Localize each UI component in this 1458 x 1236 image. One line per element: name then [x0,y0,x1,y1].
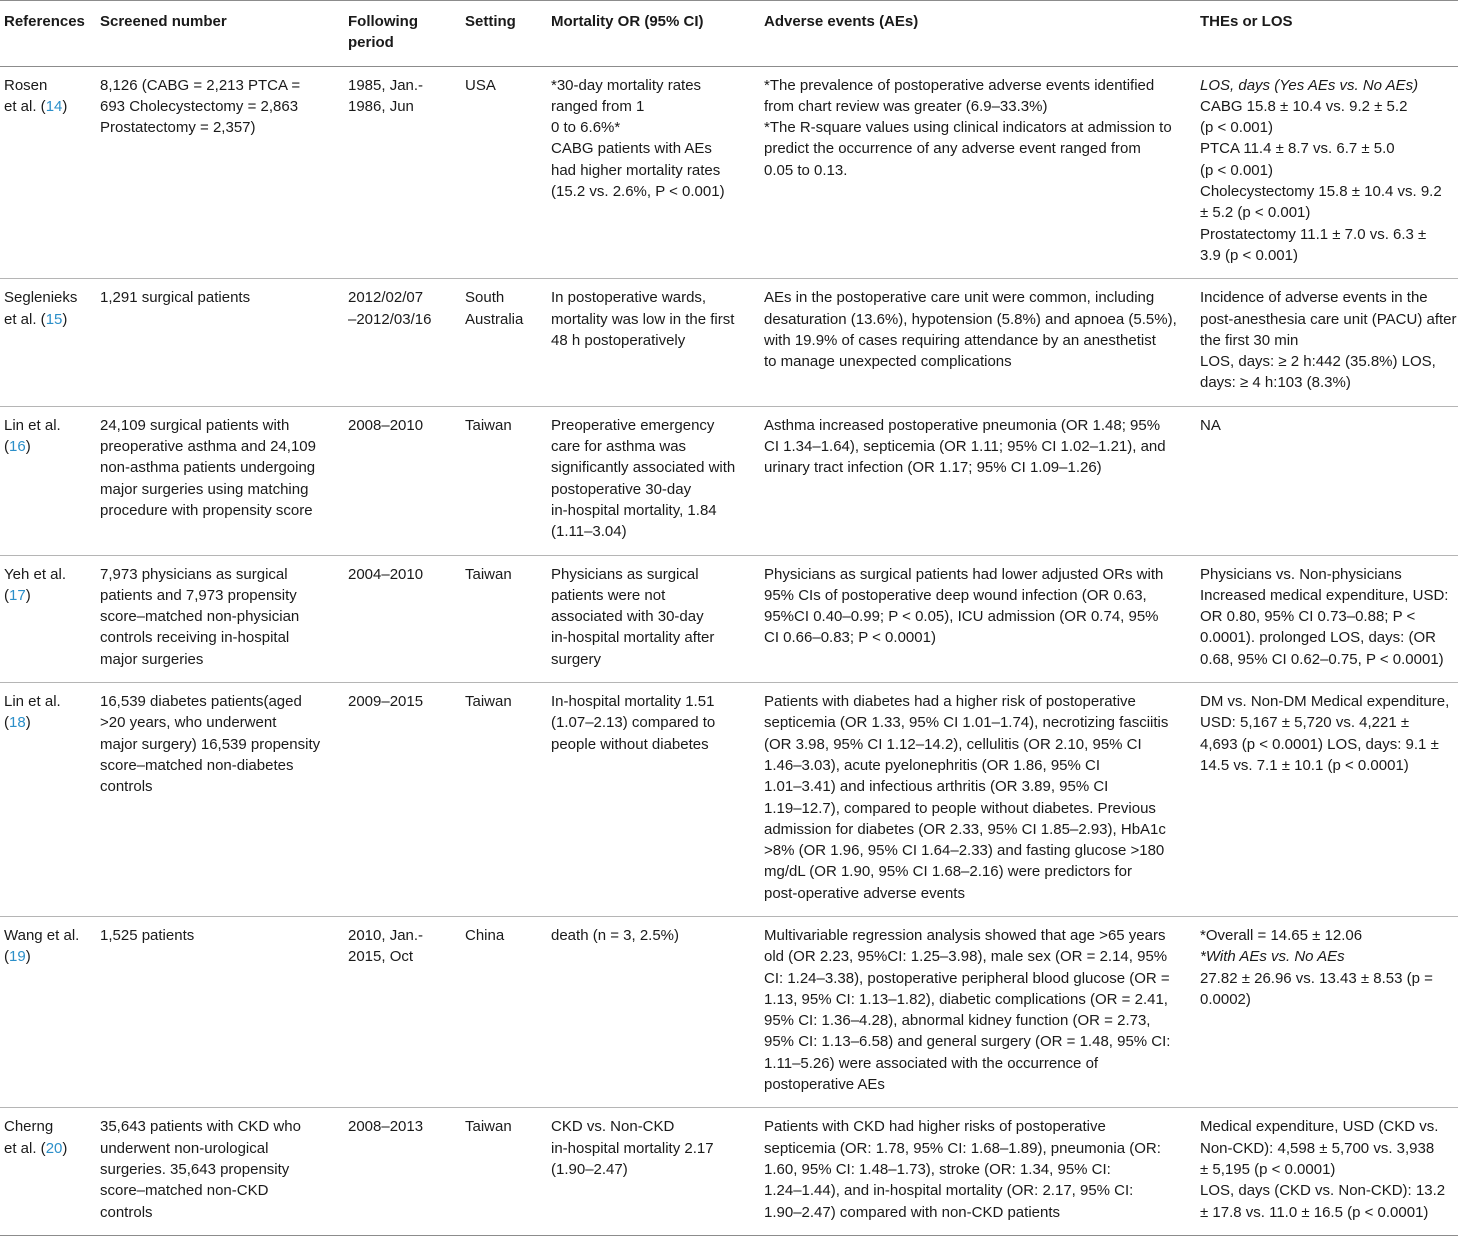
cell-line: 1.11–5.26) were associated with the occurrence of [764,1054,1099,1072]
cell-mortality [547,555,760,682]
cell-line: 95% CI: 1.13–6.58) and general surgery (OR = 1.48, 95% CI: [764,1033,1171,1051]
reference-line [4,1116,92,1137]
cell-line: 1986, Jun [348,97,414,115]
cell-line: NA [1200,416,1221,434]
cell-line: 1.19–12.7), compared to people without diabetes. Previous [764,799,1156,817]
cell-mortality [547,916,760,1107]
cell-line: OR 0.80, 95% CI 0.73–0.88; P < [1200,608,1416,626]
cell-line: 0 to 6.6%* [551,119,621,137]
reference-line [4,415,92,436]
cell-line: 2008–2013 [348,1118,424,1136]
cell-line: 2008–2010 [348,416,424,434]
cell-adverse-events [760,916,1196,1107]
reference-text: et al. ( [4,97,46,115]
cell-line: (p < 0.001) [1200,119,1273,137]
cell-reference [0,555,96,682]
cell-line: controls [100,778,153,796]
cell-line: 24,109 surgical patients with [100,416,290,434]
cell-screened-number [96,916,344,1107]
header-screened-number: Screened number [96,1,344,67]
reference-line [4,309,92,330]
cell-line: old (OR 2.23, 95%CI: 1.25–3.98), male sex (OR = 2.14, 95% [764,948,1168,966]
cell-line: 7,973 physicians as surgical [100,565,288,583]
cell-line: 0.05 to 0.13. [764,161,848,179]
cell-line: from chart review was greater (6.9–33.3%) [764,97,1048,115]
cell-line: Cholecystectomy 15.8 ± 10.4 vs. 9.2 [1200,183,1442,201]
cell-mortality [547,406,760,555]
cell-line: 2010, Jan.- [348,926,424,944]
cell-line: preoperative asthma and 24,109 [100,438,316,456]
cell-line: 1.90–2.47) compared with non-CKD patients [764,1203,1061,1221]
cell-line: China [465,926,505,944]
cell-line: Taiwan [465,1118,512,1136]
cell-line: associated with 30-day [551,608,704,626]
cell-line: 0.0002) [1200,990,1251,1008]
cell-line: *With AEs vs. No AEs [1200,948,1345,966]
cell-thes-los [1196,1108,1458,1235]
header-mortality: Mortality OR (95% CI) [547,1,760,67]
cell-thes-los [1196,916,1458,1107]
cell-line: 1.60, 95% CI: 1.48–1.73), stroke (OR: 1.34, 95% CI: [764,1160,1111,1178]
cell-mortality [547,66,760,279]
cell-following-period [344,279,461,406]
reference-text: ( [4,714,9,732]
cell-line: ± 17.8 vs. 11.0 ± 16.5 (p < 0.0001) [1200,1203,1429,1221]
reference-text: Yeh et al. [4,565,66,583]
cell-line: controls [100,1203,153,1221]
cell-line: controls receiving in-hospital [100,629,290,647]
cell-line: patients and 7,973 propensity [100,586,297,604]
cell-reference [0,1108,96,1235]
cell-following-period [344,406,461,555]
reference-text: Lin et al. [4,693,61,711]
cell-line: days: ≥ 4 h:103 (8.3%) [1200,374,1351,392]
cell-line: PTCA 11.4 ± 8.7 vs. 6.7 ± 5.0 [1200,140,1395,158]
cell-line: 35,643 patients with CKD who [100,1118,301,1136]
cell-line: Patients with diabetes had a higher risk of postoperative [764,693,1136,711]
cell-line: 1985, Jan.- [348,76,424,94]
cell-line: CI 0.66–0.83; P < 0.0001) [764,629,936,647]
reference-line [4,287,92,308]
cell-line: ranged from 1 [551,97,645,115]
cell-line: postoperative 30-day [551,480,692,498]
cell-line: 4,693 (p < 0.0001) LOS, days: 9.1 ± [1200,735,1439,753]
cell-line: (1.90–2.47) [551,1160,628,1178]
cell-line: South [465,289,505,307]
cell-setting [461,683,547,917]
cell-screened-number [96,66,344,279]
cell-setting [461,279,547,406]
cell-line: 2009–2015 [348,693,424,711]
reference-close-paren: ) [62,97,68,115]
cell-setting [461,66,547,279]
cell-line: (1.11–3.04) [551,523,627,541]
cell-line: CI 1.34–1.64), septicemia (OR 1.11; 95% CI 1.02–1.21), and [764,438,1166,456]
cell-line: In postoperative wards, [551,289,707,307]
citation-link[interactable]: 15 [45,310,63,328]
reference-line [4,1138,92,1159]
citation-link[interactable]: 17 [9,586,26,604]
cell-line: LOS, days: ≥ 2 h:442 (35.8%) LOS, [1200,353,1436,371]
cell-line: score–matched non-CKD [100,1182,269,1200]
citation-link[interactable]: 19 [9,948,26,966]
cell-line: people without diabetes [551,735,709,753]
table-row [0,66,1458,279]
cell-reference [0,406,96,555]
cell-line: Non-CKD): 4,598 ± 5,700 vs. 3,938 [1200,1139,1435,1157]
reference-close-paren: ) [25,714,31,732]
citation-link[interactable]: 18 [9,714,26,732]
cell-line: 2012/02/07 [348,289,424,307]
cell-line: 1.46–3.03), acute pyelonephritis (OR 1.86, 95% CI [764,756,1101,774]
cell-line: 1.01–3.41) and infectious arthritis (OR 3.89, 95% CI [764,778,1109,796]
cell-line: 1.13, 95% CI: 1.13–1.82), diabetic complications (OR = 2.41, [764,990,1168,1008]
cell-line: 16,539 diabetes patients(aged [100,693,302,711]
reference-text: Seglenieks [4,289,78,307]
cell-line: score–matched non-physician [100,608,300,626]
cell-line: significantly associated with [551,459,736,477]
cell-line: USA [465,76,496,94]
cell-line: the first 30 min [1200,331,1299,349]
cell-line: 8,126 (CABG = 2,213 PTCA = [100,76,301,94]
cell-line: CABG 15.8 ± 10.4 vs. 9.2 ± 5.2 [1200,97,1408,115]
cell-mortality [547,279,760,406]
header-references: References [0,1,96,67]
cell-line: postoperative AEs [764,1076,885,1094]
cell-setting [461,1108,547,1235]
header-setting: Setting [461,1,547,67]
cell-line: 1,525 patients [100,926,195,944]
cell-reference [0,683,96,917]
cell-line: Australia [465,310,524,328]
cell-line: Preoperative emergency [551,416,715,434]
cell-screened-number [96,1108,344,1235]
cell-line: CI: 1.24–3.38), postoperative peripheral blood glucose (OR = [764,969,1170,987]
reference-line [4,691,92,712]
cell-adverse-events [760,555,1196,682]
cell-line: 95% CIs of postoperative deep wound infection (OR 0.63, [764,586,1147,604]
cell-line: Prostatectomy = 2,357) [100,119,256,137]
cell-line: In-hospital mortality 1.51 [551,693,715,711]
cell-line: Taiwan [465,416,512,434]
reference-line [4,946,92,967]
cell-line: in-hospital mortality 2.17 [551,1139,714,1157]
cell-setting [461,916,547,1107]
cell-thes-los [1196,555,1458,682]
reference-close-paren: ) [25,948,31,966]
cell-line: septicemia (OR: 1.78, 95% CI: 1.68–1.89), pneumonia (OR: [764,1139,1161,1157]
cell-line: LOS, days (CKD vs. Non-CKD): 13.2 [1200,1182,1446,1200]
cell-line: Increased medical expenditure, USD: [1200,586,1449,604]
cell-line: death (n = 3, 2.5%) [551,926,679,944]
cell-thes-los [1196,279,1458,406]
cell-line: 0.0001). prolonged LOS, days: (OR [1200,629,1436,647]
reference-line [4,712,92,733]
cell-line: underwent non-urological [100,1139,269,1157]
cell-line: major surgery) 16,539 propensity [100,735,321,753]
cell-line: Prostatectomy 11.1 ± 7.0 vs. 6.3 ± [1200,225,1427,243]
cell-reference [0,66,96,279]
header-row [0,1,1458,67]
cell-adverse-events [760,279,1196,406]
cell-line: major surgeries [100,650,204,668]
cell-line: (15.2 vs. 2.6%, P < 0.001) [551,183,725,201]
cell-line: septicemia (OR 1.33, 95% CI 1.01–1.74), necrotizing fasciitis [764,714,1169,732]
cell-line: Patients with CKD had higher risks of postoperative [764,1118,1106,1136]
cell-adverse-events [760,1108,1196,1235]
cell-line: non-asthma patients undergoing [100,459,316,477]
reference-close-paren: ) [25,438,31,456]
cell-line: 693 Cholecystectomy = 2,863 [100,97,299,115]
cell-line: DM vs. Non-DM Medical expenditure, [1200,693,1450,711]
cell-line: post-operative adverse events [764,884,965,902]
cell-line: 1,291 surgical patients [100,289,251,307]
cell-following-period [344,916,461,1107]
cell-line: 95%CI 0.40–0.99; P < 0.05), ICU admission (OR 0.74, 95% [764,608,1159,626]
reference-line [4,75,92,96]
cell-line: (1.07–2.13) compared to [551,714,716,732]
reference-line [4,96,92,117]
cell-line: 2015, Oct [348,948,414,966]
header-following-period: Following period [344,1,461,67]
table-row [0,406,1458,555]
cell-screened-number [96,555,344,682]
table-row [0,1108,1458,1235]
reference-text: ( [4,948,9,966]
cell-line: 48 h postoperatively [551,331,686,349]
cell-thes-los [1196,683,1458,917]
cell-line: surgeries. 35,643 propensity [100,1160,290,1178]
citation-link[interactable]: 14 [45,97,63,115]
cell-line: (OR 3.98, 95% CI 1.12–14.2), cellulitis (OR 2.10, 95% CI [764,735,1142,753]
reference-text: ( [4,586,9,604]
cell-line: Medical expenditure, USD (CKD vs. [1200,1118,1439,1136]
cell-line: post-anesthesia care unit (PACU) after [1200,310,1457,328]
cell-mortality [547,683,760,917]
reference-text: Cherng [4,1118,54,1136]
cell-line: Taiwan [465,565,512,583]
cell-line: *30-day mortality rates [551,76,702,94]
cell-line: *Overall = 14.65 ± 12.06 [1200,926,1363,944]
cell-line: 3.9 (p < 0.001) [1200,246,1298,264]
cell-line: Physicians as surgical patients had lower adjusted ORs with [764,565,1164,583]
cell-line: >8% (OR 1.96, 95% CI 1.64–2.33) and fasting glucose >180 [764,842,1165,860]
cell-line: CABG patients with AEs [551,140,712,158]
cell-line: desaturation (13.6%), hypotension (5.8%) and apnoea (5.5%), [764,310,1177,328]
cell-line: –2012/03/16 [348,310,432,328]
reference-close-paren: ) [25,586,31,604]
header-thes-los: THEs or LOS [1196,1,1458,67]
cell-line: 1.24–1.44), and in-hospital mortality (OR: 2.17, 95% CI: [764,1182,1134,1200]
cell-line: CKD vs. Non-CKD [551,1118,675,1136]
cell-following-period [344,66,461,279]
cell-line: 2004–2010 [348,565,424,583]
reference-text: Lin et al. [4,416,61,434]
table-row [0,916,1458,1107]
cell-line: mg/dL (OR 1.90, 95% CI 1.68–2.16) were predictors for [764,863,1132,881]
cell-line: urinary tract infection (OR 1.17; 95% CI 1.09–1.26) [764,459,1102,477]
cell-thes-los [1196,66,1458,279]
cell-line: major surgeries using matching [100,480,309,498]
cell-thes-los [1196,406,1458,555]
cell-line: LOS, days (Yes AEs vs. No AEs) [1200,76,1419,94]
cell-setting [461,406,547,555]
reference-close-paren: ) [62,310,68,328]
reference-line [4,585,92,606]
cell-adverse-events [760,683,1196,917]
cell-screened-number [96,683,344,917]
cell-line: with 19.9% of cases requiring attendance by an anesthetist [764,331,1156,349]
cell-line: ± 5,195 (p < 0.0001) [1200,1160,1336,1178]
cell-following-period [344,1108,461,1235]
cell-line: surgery [551,650,602,668]
cell-line: care for asthma was [551,438,687,456]
reference-text: Rosen [4,76,48,94]
cell-line: Taiwan [465,693,512,711]
cell-line: 27.82 ± 26.96 vs. 13.43 ± 8.53 (p = [1200,969,1433,987]
cell-line: score–matched non-diabetes [100,756,294,774]
cell-adverse-events [760,66,1196,279]
table-row [0,555,1458,682]
cell-setting [461,555,547,682]
cell-line: patients were not [551,586,666,604]
cell-line: 14.5 vs. 7.1 ± 10.1 (p < 0.0001) [1200,756,1409,774]
cell-line: Asthma increased postoperative pneumonia (OR 1.48; 95% [764,416,1161,434]
cell-line: Physicians as surgical [551,565,699,583]
cell-line: *The R-square values using clinical indicators at admission to [764,119,1172,137]
reference-text: et al. ( [4,310,46,328]
cell-line: Incidence of adverse events in the [1200,289,1428,307]
citation-link[interactable]: 20 [45,1139,63,1157]
cell-reference [0,279,96,406]
cell-mortality [547,1108,760,1235]
reference-close-paren: ) [62,1139,68,1157]
cell-line: in-hospital mortality, 1.84 [551,501,717,519]
cell-line: predict the occurrence of any adverse event ranged from [764,140,1141,158]
cell-line: had higher mortality rates [551,161,721,179]
cell-screened-number [96,279,344,406]
cell-following-period [344,683,461,917]
cell-line: mortality was low in the first [551,310,735,328]
cell-line: 0.68, 95% CI 0.62–0.75, P < 0.0001) [1200,650,1444,668]
cell-line: (p < 0.001) [1200,161,1273,179]
cell-line: to manage unexpected complications [764,353,1012,371]
cell-line: AEs in the postoperative care unit were common, including [764,289,1155,307]
cell-line: USD: 5,167 ± 5,720 vs. 4,221 ± [1200,714,1410,732]
cell-screened-number [96,406,344,555]
table-row [0,683,1458,917]
header-adverse-events: Adverse events (AEs) [760,1,1196,67]
cell-line: procedure with propensity score [100,501,313,519]
cell-reference [0,916,96,1107]
reference-text: et al. ( [4,1139,46,1157]
reference-text: Wang et al. [4,926,80,944]
cell-following-period [344,555,461,682]
cell-line: ± 5.2 (p < 0.001) [1200,204,1311,222]
cell-line: 95% CI: 1.36–4.28), abnormal kidney function (OR = 2.73, [764,1012,1151,1030]
reference-line [4,564,92,585]
citation-link[interactable]: 16 [9,438,26,456]
cell-line: Physicians vs. Non-physicians [1200,565,1402,583]
cell-line: Multivariable regression analysis showed that age >65 years [764,926,1166,944]
reference-text: ( [4,438,9,456]
reference-line [4,925,92,946]
cell-line: in-hospital mortality after [551,629,715,647]
cell-adverse-events [760,406,1196,555]
cell-line: >20 years, who underwent [100,714,277,732]
table-row [0,279,1458,406]
cell-line: admission for diabetes (OR 2.33, 95% CI 1.85–2.93), HbA1c [764,820,1166,838]
reference-line [4,436,92,457]
cell-line: *The prevalence of postoperative adverse events identified [764,76,1155,94]
